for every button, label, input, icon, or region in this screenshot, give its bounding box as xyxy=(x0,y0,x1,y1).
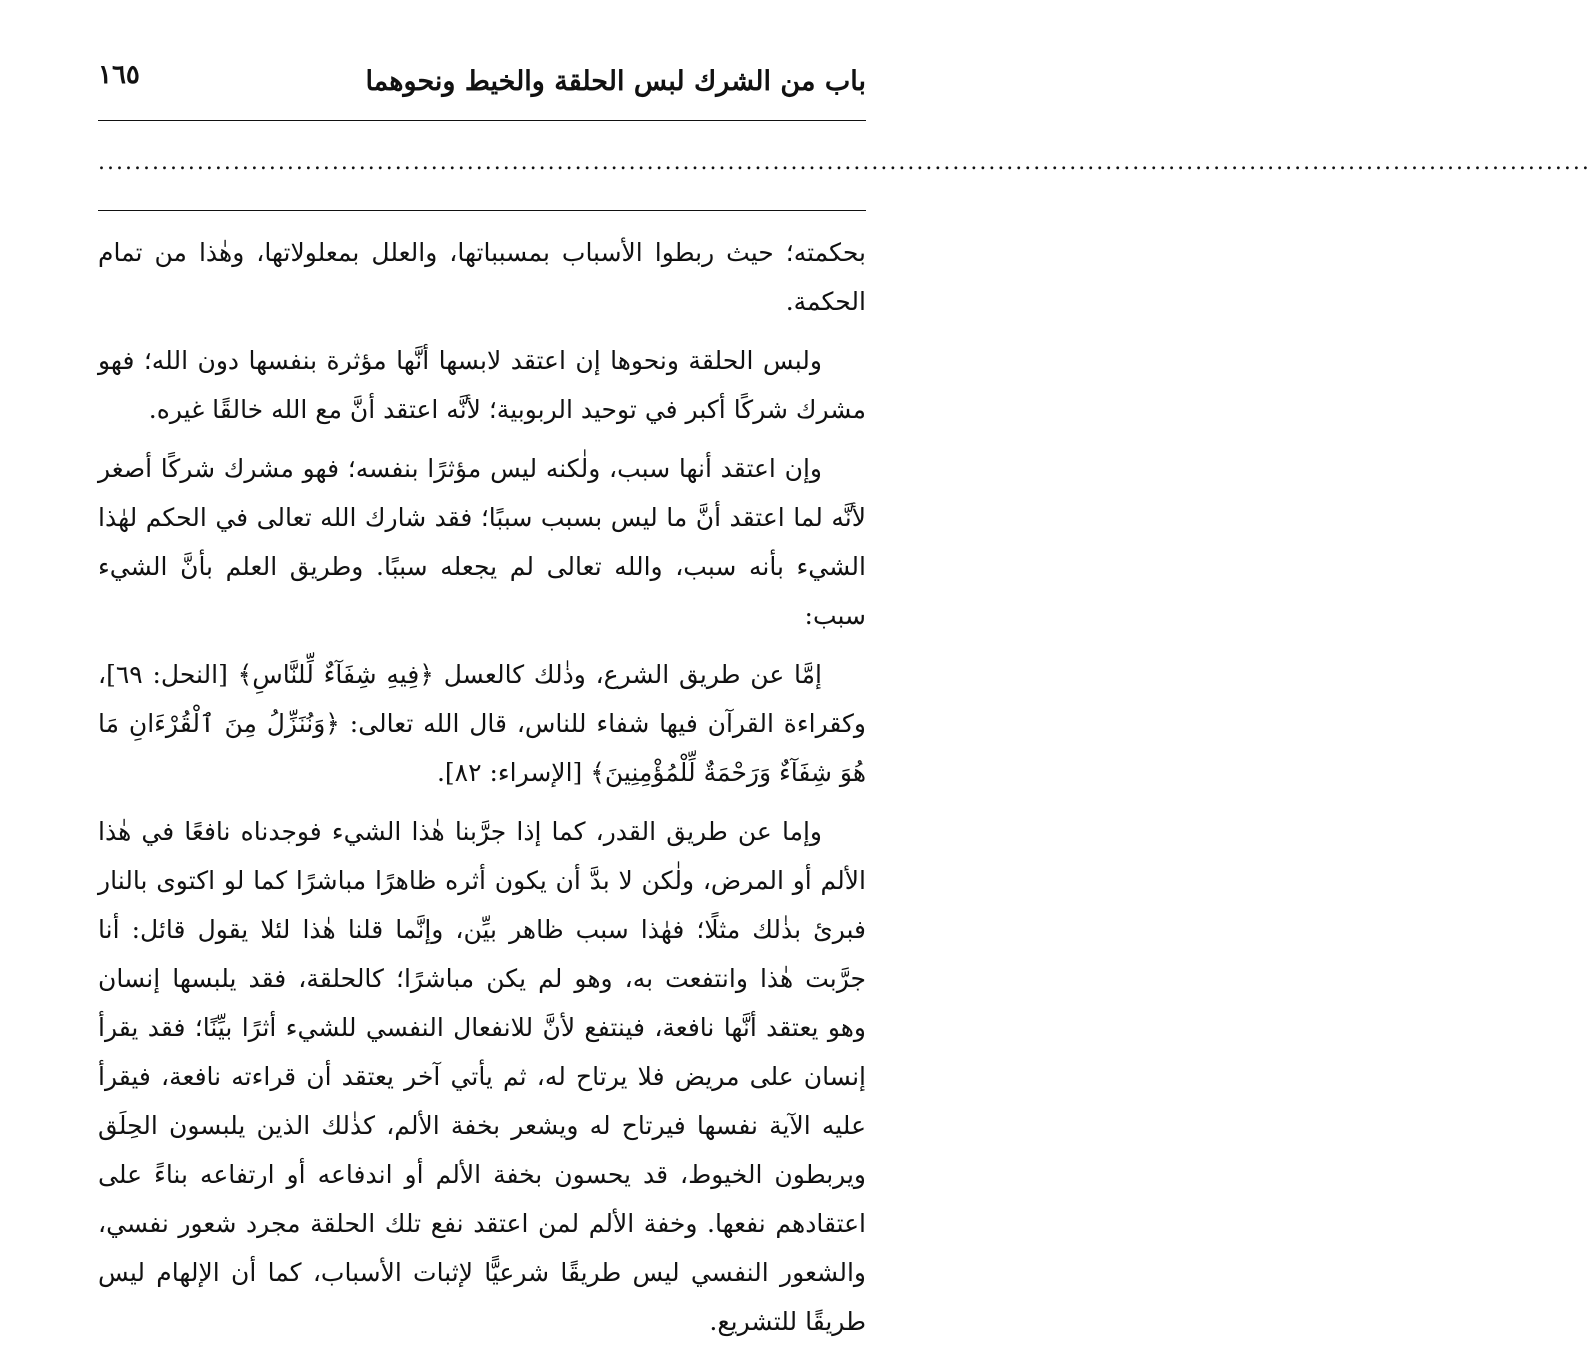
dotted-separator: ...................................................................................................................................................................... xyxy=(98,150,1591,175)
text-rule xyxy=(98,210,866,211)
body-text xyxy=(98,228,866,1356)
paragraph-3: وإن اعتقد أنها سبب، ولٰكنه ليس مؤثرًا بنفسه؛ فهو مشرك شركًا أصغر لأنَّه لما اعتقد أنَّ ما ليس بسبب سببًا؛ فقد شارك الله تعالى في الحكم لهٰذا الشيء بأنه سبب، والله تعالى لم يجعله سببًا. وطريق العلم بأنَّ الشيء سبب: xyxy=(98,454,866,630)
paragraph-2: ولبس الحلقة ونحوها إن اعتقد لابسها أنَّها مؤثرة بنفسها دون الله؛ فهو مشرك شركًا أكبر في توحيد الربوبية؛ لأنَّه اعتقد أنَّ مع الله خالقًا غيره. xyxy=(98,346,866,424)
paragraph-5: وإما عن طريق القدر، كما إذا جرَّبنا هٰذا الشيء فوجدناه نافعًا في هٰذا الألم أو المرض، ولٰكن لا بدَّ أن يكون أثره ظاهرًا مباشرًا كما لو اكتوى بالنار فبرئ بذٰلك مثلًا؛ فهٰذا سبب ظاهر بيِّن، وإنَّما قلنا هٰذا لئلا يقول قائل: أنا جرَّبت هٰذا وانتفعت به، وهو لم يكن مباشرًا؛ كالحلقة، فقد يلبسها إنسان وهو يعتقد أنَّها نافعة، فينتفع لأنَّ للانفعال النفسي للشيء أثرًا بيِّنًا؛ فقد يقرأ إنسان على مريض فلا يرتاح له، ثم يأتي آخر يعتقد أن قراءته نافعة، فيقرأ عليه الآية نفسها فيرتاح له ويشعر بخفة الألم، كذٰلك الذين يلبسون الحِلَق ويربطون الخيوط، قد يحسون بخفة الألم أو اندفاعه أو ارتفاعه بناءً على اعتقادهم نفعها. وخفة الألم لمن اعتقد نفع تلك الحلقة مجرد شعور نفسي، والشعور النفسي ليس طريقًا شرعيًّا لإثبات الأسباب، كما أن الإلهام ليس طريقًا للتشريع. xyxy=(98,817,866,1336)
running-header xyxy=(98,58,866,106)
header-rule xyxy=(98,120,866,121)
page-number: ١٦٥ xyxy=(98,60,140,90)
paragraph-4: إمَّا عن طريق الشرع، وذٰلك كالعسل ﴿فِيهِ شِفَآءٌ لِّلنَّاسِ﴾ [النحل: ٦٩]، وكقراءة القرآن فيها شفاء للناس، قال الله تعالى: ﴿وَنُنَزِّلُ مِنَ ٱلْقُرْءَانِ مَا هُوَ شِفَآءٌ وَرَحْمَةٌ لِّلْمُؤْمِنِينَ﴾ [الإسراء: ٨٢]. xyxy=(98,660,866,787)
paragraph-1: بحكمته؛ حيث ربطوا الأسباب بمسبباتها، والعلل بمعلولاتها، وهٰذا من تمام الحكمة. xyxy=(98,238,866,316)
chapter-title: باب من الشرك لبس الحلقة والخيط ونحوهما xyxy=(365,66,866,97)
